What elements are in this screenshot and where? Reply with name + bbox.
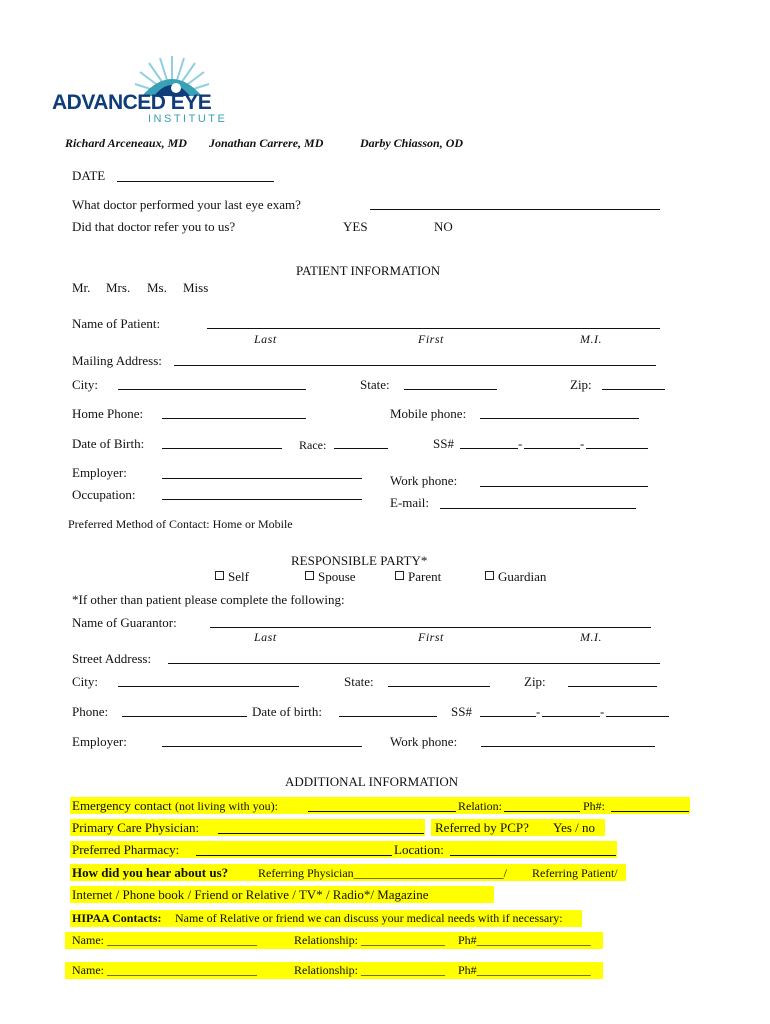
title-mr[interactable]: Mr.	[72, 280, 91, 295]
ss-dash: -	[518, 436, 523, 451]
mailing-address-label: Mailing Address:	[72, 353, 162, 368]
ss-field-1[interactable]	[460, 448, 518, 449]
logo	[50, 50, 228, 130]
name-of-guarantor-label: Name of Guarantor:	[72, 615, 177, 630]
email-label: E-mail:	[390, 495, 429, 510]
g-zip-field[interactable]	[568, 686, 657, 687]
referred-by-pcp-label: Referred by PCP?	[435, 820, 529, 835]
g-zip-label: Zip:	[524, 674, 546, 689]
occupation-field[interactable]	[162, 499, 362, 500]
g-ss-label: SS#	[451, 704, 472, 719]
hipaa-ph-2[interactable]: Ph#___________________	[458, 963, 591, 977]
responsible-heading: RESPONSIBLE PARTY*	[291, 553, 428, 568]
g-ss-field-1[interactable]	[480, 716, 536, 717]
last-exam-field[interactable]	[370, 209, 660, 210]
not-living-text: (not living with you):	[175, 799, 278, 813]
logo-subtitle: INSTITUTE	[148, 113, 228, 125]
relation-field[interactable]	[504, 811, 580, 812]
doctor-2: Jonathan Carrere, MD	[209, 136, 324, 150]
date-label: DATE	[72, 168, 106, 183]
dob-field[interactable]	[162, 448, 282, 449]
ss-dash: -	[536, 704, 541, 719]
ss-label: SS#	[433, 436, 454, 451]
state-field[interactable]	[404, 389, 497, 390]
city-field[interactable]	[118, 389, 306, 390]
title-miss[interactable]: Miss	[183, 280, 209, 295]
option-self[interactable]	[215, 569, 249, 585]
g-dob-field[interactable]	[339, 716, 437, 717]
option-guardian[interactable]	[485, 569, 546, 585]
checkbox-icon	[305, 571, 314, 580]
email-field[interactable]	[440, 508, 636, 509]
g-employer-label: Employer:	[72, 734, 127, 749]
option-parent[interactable]	[395, 569, 441, 585]
title-mrs[interactable]: Mrs.	[106, 280, 131, 295]
guarantor-last-caption: Last	[254, 630, 277, 644]
date-field[interactable]	[117, 181, 274, 182]
guarantor-mi-caption: M.I.	[580, 630, 602, 644]
g-work-phone-label: Work phone:	[390, 734, 458, 749]
mobile-phone-field[interactable]	[480, 418, 639, 419]
race-field[interactable]	[334, 448, 388, 449]
hipaa-label: HIPAA Contacts:	[72, 911, 162, 925]
doctor-1: Richard Arceneaux, MD	[65, 136, 187, 150]
checkbox-icon	[395, 571, 404, 580]
patient-first-caption: First	[418, 332, 444, 346]
option-spouse-label: Spouse	[318, 569, 356, 584]
g-phone-field[interactable]	[122, 716, 247, 717]
g-state-field[interactable]	[388, 686, 490, 687]
last-exam-question: What doctor performed your last eye exam?	[72, 197, 301, 212]
state-label: State:	[360, 377, 390, 392]
doctor-3: Darby Chiasson, OD	[360, 136, 464, 150]
g-work-phone-field[interactable]	[481, 746, 655, 747]
refer-yes[interactable]: YES	[343, 219, 368, 234]
patient-mi-caption: M.I.	[580, 332, 602, 346]
refer-question: Did that doctor refer you to us?	[72, 219, 236, 234]
pcp-label: Primary Care Physician:	[72, 820, 200, 835]
guarantor-first-caption: First	[418, 630, 444, 644]
title-ms[interactable]: Ms.	[147, 280, 167, 295]
home-phone-label: Home Phone:	[72, 406, 144, 421]
option-guardian-label: Guardian	[498, 569, 547, 584]
street-address-label: Street Address:	[72, 651, 152, 666]
g-phone-label: Phone:	[72, 704, 109, 719]
location-field[interactable]	[450, 855, 616, 856]
zip-field[interactable]	[602, 389, 665, 390]
g-state-label: State:	[344, 674, 374, 689]
hipaa-name-2[interactable]: Name: _________________________	[72, 963, 257, 977]
ph-label: Ph#:	[583, 799, 606, 813]
emergency-contact-field[interactable]	[308, 811, 456, 812]
employer-field[interactable]	[162, 478, 362, 479]
option-spouse[interactable]	[305, 569, 356, 585]
preferred-contact: Preferred Method of Contact: Home or Mobile	[68, 517, 293, 531]
location-label: Location:	[394, 842, 444, 857]
emergency-contact-label	[72, 798, 278, 814]
hipaa-name-1[interactable]: Name: _________________________	[72, 933, 257, 947]
ss-field-2[interactable]	[524, 448, 580, 449]
referred-yes-no[interactable]: Yes / no	[553, 820, 596, 835]
dob-label: Date of Birth:	[72, 436, 145, 451]
how-hear-label: How did you hear about us?	[72, 865, 229, 880]
channels[interactable]: Internet / Phone book / Friend or Relative / TV* / Radio*/ Magazine	[72, 887, 429, 902]
mailing-address-field[interactable]	[174, 365, 656, 366]
work-phone-field[interactable]	[480, 486, 648, 487]
home-phone-field[interactable]	[162, 418, 306, 419]
g-dob-label: Date of birth:	[252, 704, 323, 719]
zip-label: Zip:	[570, 377, 592, 392]
pharmacy-field[interactable]	[196, 855, 392, 856]
referring-patient[interactable]: Referring Patient/	[532, 866, 618, 880]
pcp-field[interactable]	[218, 833, 424, 834]
referring-physician[interactable]: Referring Physician_________________________/	[258, 866, 507, 880]
relation-label: Relation:	[458, 799, 502, 813]
ss-dash: -	[600, 704, 605, 719]
hipaa-ph-1[interactable]: Ph#___________________	[458, 933, 591, 947]
g-ss-field-2[interactable]	[542, 716, 600, 717]
checkbox-icon	[485, 571, 494, 580]
emergency-contact-text: Emergency contact	[72, 798, 172, 813]
option-parent-label: Parent	[408, 569, 442, 584]
ph-field[interactable]	[611, 811, 689, 812]
checkbox-icon	[215, 571, 224, 580]
patient-info-heading: PATIENT INFORMATION	[296, 263, 441, 278]
g-employer-field[interactable]	[162, 746, 362, 747]
pharmacy-label: Preferred Pharmacy:	[72, 842, 180, 857]
patient-name-field[interactable]	[207, 328, 660, 329]
city-label: City:	[72, 377, 99, 392]
additional-heading: ADDITIONAL INFORMATION	[285, 774, 459, 789]
logo-title: ADVANCED EYE	[52, 91, 212, 114]
option-self-label: Self	[228, 569, 249, 584]
mobile-phone-label: Mobile phone:	[390, 406, 467, 421]
patient-last-caption: Last	[254, 332, 277, 346]
ss-dash: -	[580, 436, 585, 451]
ss-field-3[interactable]	[586, 448, 648, 449]
occupation-label: Occupation:	[72, 487, 136, 502]
work-phone-label: Work phone:	[390, 473, 458, 488]
guarantor-name-field[interactable]	[210, 627, 651, 628]
g-city-field[interactable]	[118, 686, 299, 687]
if-other-note: *If other than patient please complete the following:	[72, 592, 345, 607]
street-address-field[interactable]	[168, 663, 660, 664]
hipaa-relationship-2[interactable]: Relationship: ______________	[294, 963, 445, 977]
hipaa-text: Name of Relative or friend we can discuss your medical needs with if necessary:	[175, 911, 563, 925]
g-ss-field-3[interactable]	[606, 716, 669, 717]
g-city-label: City:	[72, 674, 99, 689]
race-label: Race:	[299, 438, 327, 452]
hipaa-relationship-1[interactable]: Relationship: ______________	[294, 933, 445, 947]
employer-label: Employer:	[72, 465, 127, 480]
name-of-patient-label: Name of Patient:	[72, 316, 161, 331]
refer-no[interactable]: NO	[434, 219, 453, 234]
